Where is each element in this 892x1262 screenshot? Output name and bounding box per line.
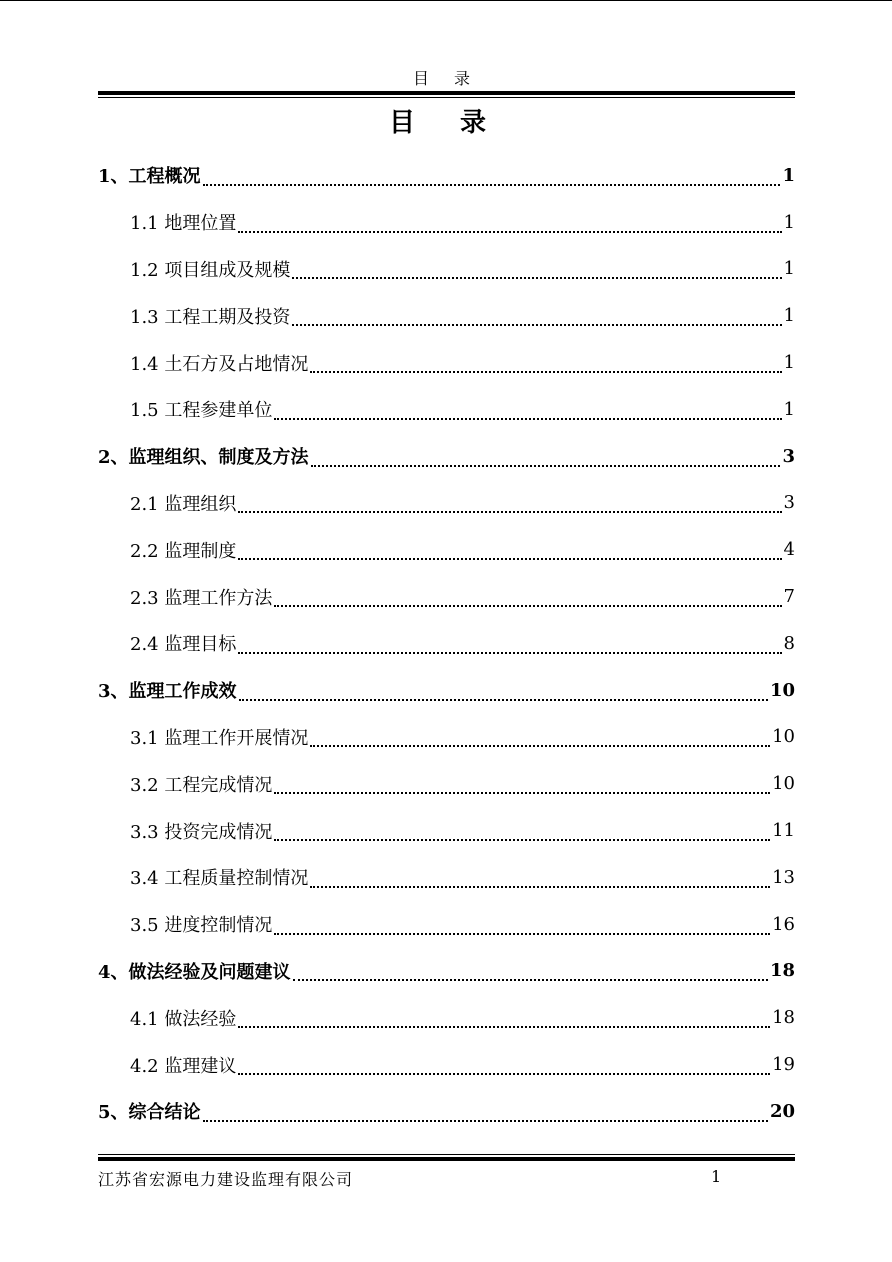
- toc-entry[interactable]: [98, 807, 795, 854]
- footer-company: 江苏省宏源电力建设监理有限公司: [98, 1170, 354, 1189]
- toc-entry-page: 10: [772, 726, 795, 748]
- toc-dot-leader: [274, 839, 770, 841]
- toc-dot-leader: [292, 324, 781, 326]
- toc-dot-leader: [203, 184, 781, 186]
- toc-entry[interactable]: [98, 386, 795, 433]
- toc-entry-page: 3: [783, 492, 795, 514]
- toc-entry-label: 3.2 工程完成情况: [130, 774, 273, 796]
- toc-entry-page: 8: [783, 632, 795, 654]
- toc-entry-page: 16: [772, 913, 795, 935]
- toc-entry-label: 3、监理工作成效: [98, 681, 237, 703]
- toc-entry-label: 4、做法经验及问题建议: [98, 961, 291, 983]
- toc-entry-page: 1: [783, 352, 795, 374]
- toc-entry-page: 4: [783, 539, 795, 561]
- toc-dot-leader: [310, 371, 781, 373]
- toc-entry-label: 4.1 做法经验: [130, 1008, 237, 1030]
- toc-dot-leader: [238, 511, 781, 513]
- toc-entry-page: 20: [769, 1100, 795, 1122]
- toc-entry-page: 11: [772, 820, 795, 842]
- toc-entry[interactable]: [98, 480, 795, 527]
- toc-entry-page: 1: [783, 258, 795, 280]
- toc-dot-leader: [274, 792, 770, 794]
- toc-entry-label: 5、综合结论: [98, 1102, 201, 1124]
- footer-rule-thick: [98, 1157, 795, 1161]
- toc-entry-page: 19: [772, 1054, 795, 1076]
- toc-entry-page: 10: [769, 679, 795, 701]
- header-rule-thick: [98, 91, 795, 95]
- toc-entry[interactable]: [98, 526, 795, 573]
- toc-entry-page: 10: [772, 773, 795, 795]
- toc-dot-leader: [274, 605, 781, 607]
- toc-entry-label: 3.1 监理工作开展情况: [130, 727, 309, 749]
- toc-dot-leader: [238, 1026, 770, 1028]
- toc-entry[interactable]: [98, 714, 795, 761]
- toc-entry[interactable]: [98, 246, 795, 293]
- toc-entry[interactable]: [98, 854, 795, 901]
- toc-entry[interactable]: [98, 1088, 795, 1135]
- toc-entry-page: 1: [783, 398, 795, 420]
- toc-dot-leader: [293, 979, 768, 981]
- toc-entry[interactable]: [98, 152, 795, 199]
- toc-entry-label: 2.2 监理制度: [130, 540, 237, 562]
- toc-entry-label: 1.5 工程参建单位: [130, 400, 273, 422]
- toc-dot-leader: [292, 277, 781, 279]
- toc-entry-label: 2.1 监理组织: [130, 493, 237, 515]
- toc-entry-label: 1.1 地理位置: [130, 213, 237, 235]
- toc-entry[interactable]: [98, 339, 795, 386]
- toc-entry-label: 3.4 工程质量控制情况: [130, 868, 309, 890]
- toc-entry-label: 2.4 监理目标: [130, 634, 237, 656]
- table-of-contents: [98, 152, 795, 1135]
- toc-entry-label: 4.2 监理建议: [130, 1055, 237, 1077]
- toc-entry[interactable]: [98, 573, 795, 620]
- toc-entry-label: 2、监理组织、制度及方法: [98, 447, 309, 469]
- toc-dot-leader: [311, 465, 781, 467]
- footer-rule-thin: [98, 1154, 795, 1155]
- toc-entry[interactable]: [98, 948, 795, 995]
- toc-entry-label: 1.4 土石方及占地情况: [130, 353, 309, 375]
- toc-entry-page: 13: [772, 866, 795, 888]
- toc-entry-page: 7: [783, 586, 795, 608]
- toc-entry-label: 1.2 项目组成及规模: [130, 259, 291, 281]
- toc-dot-leader: [274, 418, 781, 420]
- toc-entry[interactable]: [98, 433, 795, 480]
- toc-entry-page: 1: [782, 164, 795, 186]
- page-title: 目 录: [388, 108, 505, 138]
- toc-dot-leader: [310, 886, 770, 888]
- toc-entry-label: 2.3 监理工作方法: [130, 587, 273, 609]
- running-header: 目 录: [412, 69, 481, 88]
- toc-entry[interactable]: [98, 667, 795, 714]
- toc-dot-leader: [274, 933, 770, 935]
- toc-entry-label: 1.3 工程工期及投资: [130, 306, 291, 328]
- toc-dot-leader: [238, 558, 781, 560]
- toc-entry[interactable]: [98, 620, 795, 667]
- toc-dot-leader: [310, 745, 770, 747]
- toc-entry-page: 1: [783, 211, 795, 233]
- toc-dot-leader: [238, 1073, 770, 1075]
- footer-page-number: 1: [711, 1167, 722, 1186]
- toc-entry[interactable]: [98, 760, 795, 807]
- toc-dot-leader: [238, 231, 781, 233]
- toc-entry-page: 1: [783, 305, 795, 327]
- toc-entry-page: 3: [782, 445, 795, 467]
- toc-entry-label: 1、工程概况: [98, 166, 201, 188]
- toc-entry[interactable]: [98, 994, 795, 1041]
- toc-entry[interactable]: [98, 1041, 795, 1088]
- header-rule-thin: [98, 97, 795, 98]
- toc-entry[interactable]: [98, 199, 795, 246]
- toc-entry-page: 18: [772, 1007, 795, 1029]
- toc-entry-page: 18: [769, 960, 795, 982]
- toc-entry[interactable]: [98, 292, 795, 339]
- toc-dot-leader: [238, 652, 781, 654]
- toc-dot-leader: [203, 1120, 768, 1122]
- toc-entry[interactable]: [98, 901, 795, 948]
- toc-dot-leader: [239, 699, 768, 701]
- toc-entry-label: 3.3 投资完成情况: [130, 821, 273, 843]
- toc-entry-label: 3.5 进度控制情况: [130, 915, 273, 937]
- page-top-border: [0, 0, 892, 1]
